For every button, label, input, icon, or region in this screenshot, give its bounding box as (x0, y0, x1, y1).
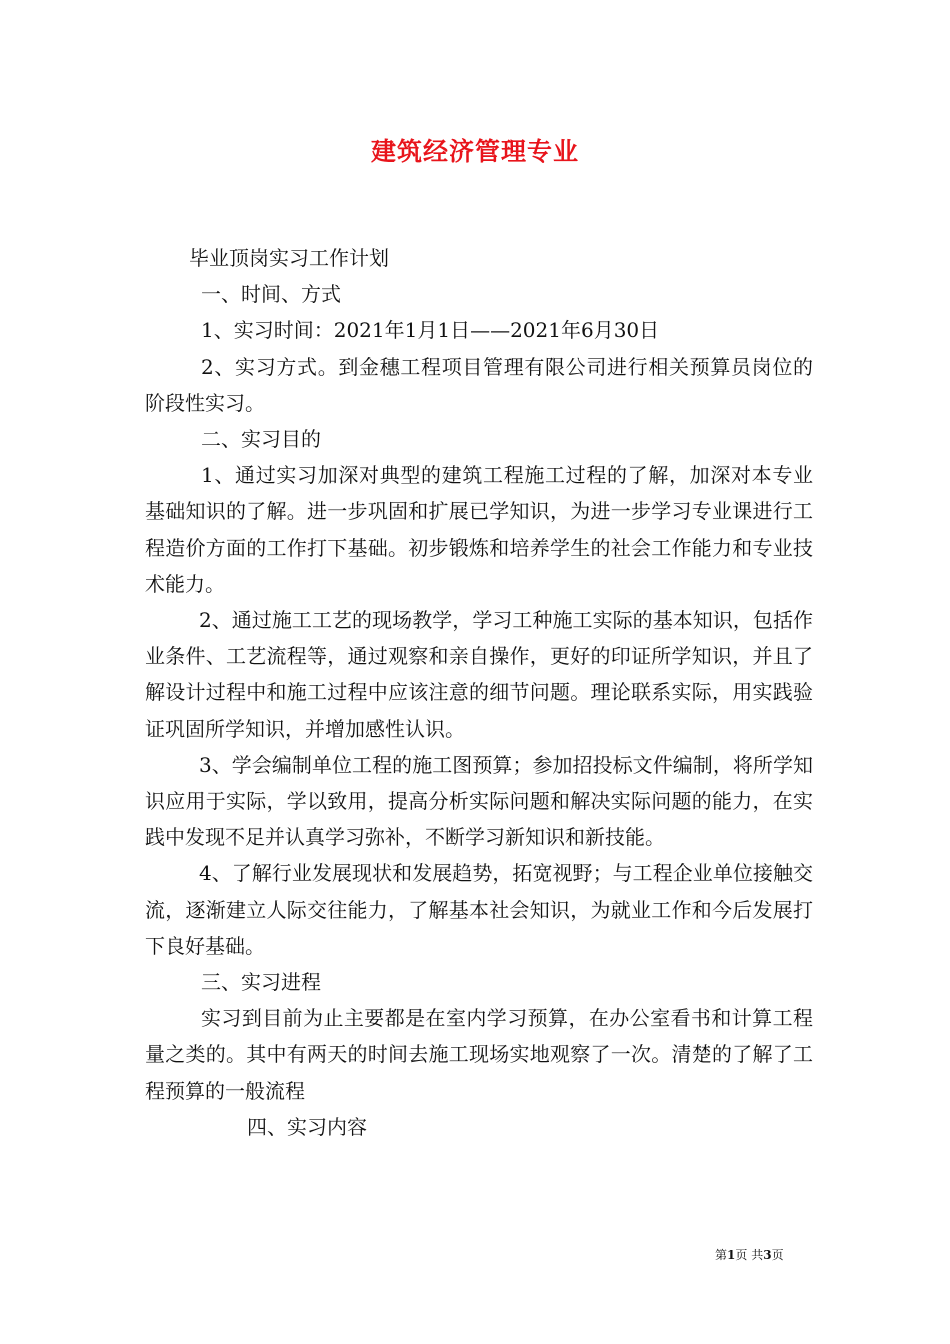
purpose-item-4: 4、了解行业发展现状和发展趋势，拓宽视野；与工程企业单位接触交流，逐渐建立人际交往能力，了解基本社会知识，为就业工作和今后发展打下良好基础。 (145, 861, 813, 958)
document-body (145, 240, 813, 1145)
purpose-item-2: 2、通过施工工艺的现场教学，学习工种施工实际的基本知识，包括作业条件、工艺流程等，通过观察和亲自操作，更好的印证所学知识，并且了解设计过程中和施工过程中应该注意的细节问题。理论联系实际，用实践验证巩固所学知识，并增加感性认识。 (145, 608, 813, 741)
purpose-item-1: 1、通过实习加深对典型的建筑工程施工过程的了解，加深对本专业基础知识的了解。进一步巩固和扩展已学知识，为进一步学习专业课进行工程造价方面的工作打下基础。初步锻炼和培养学生的社会工作能力和专业技术能力。 (145, 463, 813, 596)
footer-total-pages: 3 (763, 1248, 772, 1262)
internship-period: 1、实习时间：2021年1月1日——2021年6月30日 (201, 318, 660, 343)
internship-method: 2、实习方式。到金穗工程项目管理有限公司进行相关预算员岗位的阶段性实习。 (145, 354, 813, 415)
footer-middle: 页 共 (735, 1248, 764, 1262)
footer-prefix: 第 (715, 1248, 728, 1262)
section-heading-purpose: 二、实习目的 (201, 427, 321, 452)
section-heading-progress: 三、实习进程 (201, 970, 321, 995)
footer-page-number: 1 (727, 1248, 736, 1262)
purpose-item-3: 3、学会编制单位工程的施工图预算；参加招投标文件编制，将所学知识应用于实际，学以致用，提高分析实际问题和解决实际问题的能力，在实践中发现不足并认真学习弥补，不断学习新知识和新技能。 (145, 752, 813, 850)
footer-suffix: 页 (771, 1248, 784, 1262)
section-heading-time: 一、时间、方式 (201, 282, 341, 307)
page-footer (715, 1246, 784, 1263)
document-title: 建筑经济管理专业 (370, 137, 579, 166)
section-heading-content: 四、实习内容 (247, 1114, 367, 1139)
progress-paragraph: 实习到目前为止主要都是在室内学习预算，在办公室看书和计算工程量之类的。其中有两天的时间去施工现场实地观察了一次。清楚的了解了工程预算的一般流程 (145, 1006, 813, 1103)
plan-heading: 毕业顶岗实习工作计划 (189, 246, 389, 270)
